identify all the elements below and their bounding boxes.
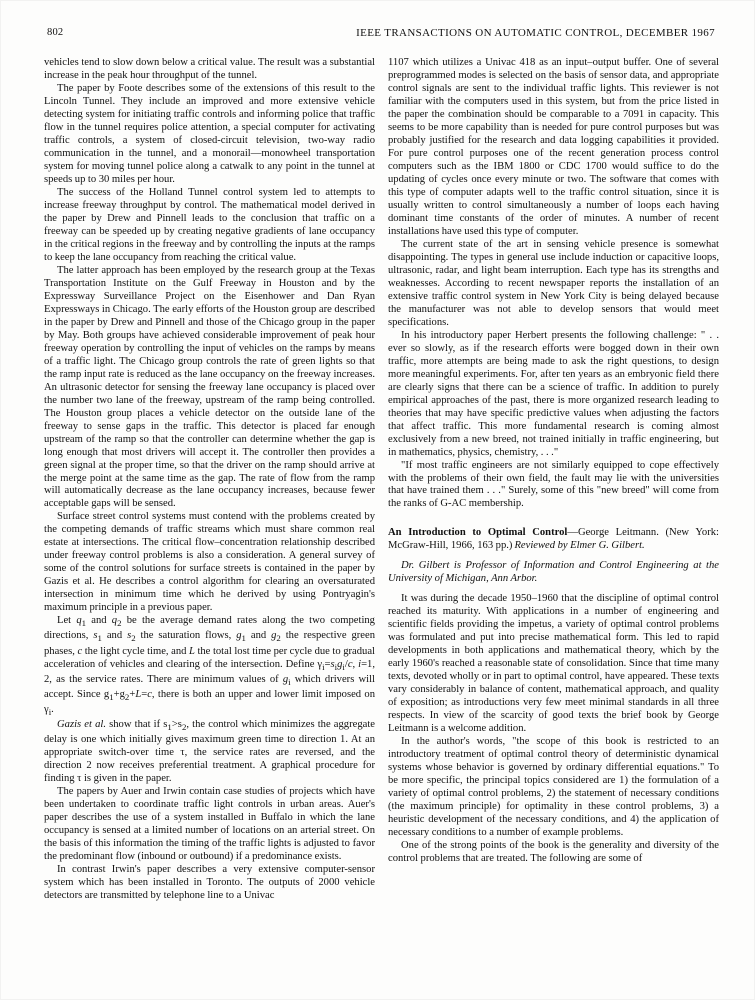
journal-title: IEEE TRANSACTIONS ON AUTOMATIC CONTROL, DECEMBER 1967 bbox=[356, 27, 715, 39]
book-review-section bbox=[388, 527, 719, 866]
body-paragraph-math: Gazis et al. show that if $s_1>s_2$, the control which minimizes the aggregate delay is one which initially gives maximum green time to direction 1. At an appropriate switch-over time τ, the service rates are reversed, and the direction 2 now receives preferential treatment. A graphical procedure for finding τ is given in the paper. bbox=[44, 718, 375, 784]
body-paragraph: The papers by Auer and Irwin contain case studies of projects which have been undertaken to coordinate traffic light controls in urban areas. Auer's paper describes the use of a system installed in Buffalo in which the lane occupancy is sensed at a limited number of locations on an arterial street. On the basis of this information the timing of the traffic lights is adjusted to favor the predominant flow (inbound or outbound) if a predominance exists. bbox=[44, 785, 375, 862]
book-author-publisher: George Leitmann. (New York: McGraw-Hill, 1966, 163 pp.) bbox=[388, 527, 720, 552]
body-paragraph: 1107 which utilizes a Univac 418 as an input–output buffer. One of several preprogrammed modes is selected on the basis of sensor data, and appropriate control signals are sent to the individual traffic lights. This reviewer is not familiar with the computers used in this system, but from the price listed in the paper the combination should be comparable to a 7091 in capacity. This seems to be more capability than is needed for pure control purposes but was probably justified for the research and data logging capabilities it provided. For pure control purposes one of the recent generation process control computers such as the IBM 1800 or CDC 1700 would suffice to do the updating of cycles once every minute or two. The software that comes with this type of computer adapts well to the traffic control situation, since it is usually written to control simultaneously a number of loops each having dominant time constants of the order of minutes. A number of recent installations have used this type of computer. bbox=[388, 57, 719, 237]
right-column bbox=[388, 57, 719, 937]
reviewed-by: Reviewed by Elmer G. Gilbert. bbox=[514, 540, 645, 552]
body-paragraph: The latter approach has been employed by the research group at the Texas Transportation Institute on the Gulf Freeway in Houston and by the Expressway Surveillance Project on the Eisenhower and Dan Ryan Expressways in Chicago. The early efforts of the Houston group are described in the paper by Drew and Pinnell and those of the Chicago group in the paper by May. Both groups have achieved considerable improvement of peak hour freeway operation by controlling the input of vehicles on the ramps by means of a traffic light. The Chicago group controls the rate of green lights so that the ramp input rate is reduced as the lane occupancy on the freeway increases. An ultrasonic detector for sensing the freeway lane occupancy is placed over the number two lane of the freeway, upstream of the ramp being controlled. The Houston group places a vehicle detector on the outside lane of the freeway to sense gaps in the traffic. This detector is placed far enough upstream of the ramp so that the controller can determine whether the gap is long enough that most drivers will accept it. The controller then provides a green signal at the proper time, so that the driver on the ramp should arrive at the merge point at the same time as the gap. The rate of flow from the ramp will automatically decrease as the lane occupancy increases, because fewer acceptable gaps will be sensed. bbox=[44, 264, 375, 510]
body-paragraph: Surface street control systems must contend with the problems created by the competing demands of traffic streams which must share common real estate at intersections. The critical flow–concentration relationship described under freeway control problems is also a consideration. A general survey of some of the control solutions for surface streets is contained in the paper by Gazis et al. He describes a control algorithm for clearing an oversaturated intersection in minimum time which he derived by using Pontryagin's maximum principle in a previous paper. bbox=[44, 511, 375, 614]
body-paragraph: In contrast Irwin's paper describes a very extensive computer-sensor system which has been installed in Toronto. The outputs of 2000 vehicle detectors are transmitted by telephone line to a Univac bbox=[44, 863, 375, 901]
book-review-heading bbox=[388, 527, 719, 553]
book-review-body bbox=[388, 593, 719, 866]
em-dash: — bbox=[567, 527, 578, 539]
body-paragraph: In his introductory paper Herbert presents the following challenge: " . . ever so slowly, as if the research efforts were bogged down in their own traffic, more attempts are being made to ask the right questions, to design more meaningful experiments. For, after ten years as an embryonic field there are clearly signs that there can be a science of traffic. In addition to purely empirical approaches of the past, there is more organized research leading to theories that may have specific predictive values when adjusting the factors that affect traffic. This more fundamental research is coming almost exclusively from a new breed, not trained initially in traffic engineering, but in mathematics, physics, chemistry, . . ." bbox=[388, 329, 719, 458]
running-head bbox=[47, 27, 715, 43]
body-paragraph-math: Let $q_1$ and $q_2$ be the average demand rates along the two competing directions, $s_1$ and $s_2$ the saturation flows, $g_1$ and $g_2$ the respective green phases, c the light cycle time, and L the total lost time per cycle due to gradual acceleration of vehicles and clearing of the intersection. Define $\gamma_i=s_ig_i/c$, i=1, 2, as the service rates. There are minimum values of $g_i$ which drivers will accept. Since $g_1+g_2+L=c$, there is both an upper and lower limit imposed on $\gamma_i$. bbox=[44, 615, 375, 717]
left-column bbox=[44, 57, 375, 937]
body-paragraph: It was during the decade 1950–1960 that the discipline of optimal control reached its maturity. With applications in a number of engineering and scientific fields providing the impetus, a variety of optimal control problems was formulated and put into precise mathematical form. This led to rapid developments in both applications and mathematical theory, which by the early 1960's reached a reasonable state of consolidation. Since that time many texts, devoted wholly or in part to optimal control, have appeared. These texts vary considerably in balance of content, mathematical approach, and quality of exposition; as introductions very few meet minimal standards in all three respects. In view of the scarcity of good texts the brief book by George Leitmann is a welcome addition. bbox=[388, 593, 719, 735]
body-paragraph: One of the strong points of the book is the generality and diversity of the control problems that are treated. The following are some of bbox=[388, 840, 719, 865]
body-paragraph: The paper by Foote describes some of the extensions of this result to the Lincoln Tunnel. They include an improved and more extensive vehicle detecting system for initiating traffic controls and informing police that traffic flow in the tunnel requires police attention, a special computer for activating traffic controls, a system of closed-circuit television, two-way radio communication in the tunnel, and a monorail—monowheel transportation system for moving tunnel police along a catwalk to any point in the tunnel at speeds up to 30 miles per hour. bbox=[44, 82, 375, 185]
body-paragraph: In the author's words, "the scope of this book is restricted to an introductory treatment of optimal control theory of deterministic dynamical systems whose behavior is governed by ordinary differential equations." To be more specific, the principal topics considered are 1) the formulation of a variety of optimal control problems, 2) the statement of necessary conditions (the maximum principle) for optimality in these control problems, 3) a heuristic development of the necessary conditions, and 4) the application of necessary conditions to a number of example problems. bbox=[388, 736, 719, 839]
body-paragraph: The success of the Holland Tunnel control system led to attempts to increase freeway throughput by control. The mathematical model derived in the paper by Drew and Pinnell leads to the conclusion that traffic on a freeway can be speeded up by creating negative gradients of lane occupancy in the critical regions in the freeway and by controlling the inputs at the ramps to keep the lane occupancy from reaching the critical value. bbox=[44, 186, 375, 263]
two-column-body bbox=[44, 57, 719, 937]
body-paragraph: "If most traffic engineers are not similarly equipped to cope effectively with the problems of their own field, the fault may lie with the universities that have trained them . . ." Surely, some of this "new breed" will come from the ranks of G-AC membership. bbox=[388, 459, 719, 510]
body-paragraph: The current state of the art in sensing vehicle presence is somewhat disappointing. The types in general use include induction or capacitive loops, ultrasonic, radar, and light beam interruption. Each type has its strengths and weaknesses. According to recent newspaper reports the installation of an extensive traffic control system in New York City is being delayed because the manufacturer was not able to develop sensors that would meet specifications. bbox=[388, 238, 719, 328]
book-title: An Introduction to Optimal Control bbox=[388, 527, 568, 539]
page-folio: 802 bbox=[47, 27, 64, 38]
body-paragraph: vehicles tend to slow down below a critical value. The result was a substantial increase in the peak hour throughput of the tunnel. bbox=[44, 57, 375, 81]
reviewer-bio: Dr. Gilbert is Professor of Information and Control Engineering at the University of Michigan, Ann Arbor. bbox=[388, 560, 719, 585]
